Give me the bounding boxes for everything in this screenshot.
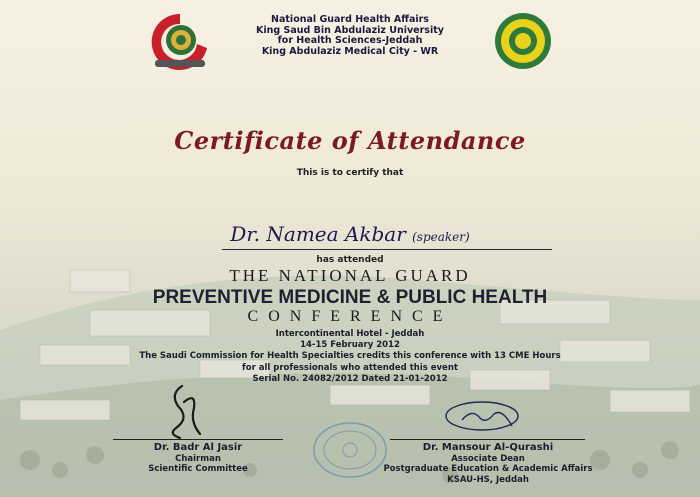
- recipient-role: (speaker): [412, 230, 470, 244]
- signatory-name: Dr. Badr Al Jasir: [153, 442, 243, 453]
- name-underline: [222, 249, 552, 250]
- signature-right-icon: [442, 398, 526, 436]
- university-logo-icon: [494, 12, 552, 70]
- conference-name: PREVENTIVE MEDICINE & PUBLIC HEALTH: [152, 287, 548, 308]
- header-line: National Guard Health Affairs: [271, 14, 429, 25]
- cme-credit-statement: The Saudi Commission for Health Specialties credits this conference with 13 CME Hours: [139, 351, 561, 362]
- header-line: King Abdulaziz Medical City - WR: [261, 45, 439, 57]
- signatory-title: Associate Dean: [451, 453, 525, 464]
- conference-details: [130, 329, 570, 385]
- attended-text: has attended: [316, 255, 384, 265]
- signatory-title: KSAU-HS, Jeddah: [447, 474, 529, 485]
- recipient-name: [200, 222, 500, 246]
- venue: Intercontinental Hotel - Jeddah: [275, 329, 425, 339]
- institution-header: [230, 15, 470, 57]
- signature-line-right: [390, 439, 585, 440]
- signatory-title: Postgraduate Education & Academic Affairs: [383, 464, 593, 474]
- signatory-chairman: [113, 443, 283, 475]
- signature-left-icon: [160, 382, 210, 440]
- signatory-associate-dean: [378, 443, 598, 485]
- signature-line-left: [113, 439, 283, 440]
- recipient-name-text: Dr. Namea Akbar: [230, 222, 406, 246]
- signatory-title: Scientific Committee: [148, 464, 248, 474]
- certify-text: This is to certify that: [296, 168, 404, 178]
- serial-number: Serial No. 24082/2012 Dated 21-01-2012: [252, 373, 448, 384]
- event-dates: 14-15 February 2012: [300, 340, 400, 351]
- header-line: King Saud Bin Abdulaziz University: [256, 24, 444, 36]
- header-line: for Health Sciences-Jeddah: [277, 35, 423, 46]
- certificate-title: Certificate of Attendance: [174, 126, 526, 155]
- attendance-statement: for all professionals who attended this event: [242, 362, 458, 373]
- national-guard-logo-icon: [145, 10, 215, 72]
- conference-type: CONFERENCE: [247, 308, 453, 325]
- conference-organizer: THE NATIONAL GUARD: [229, 266, 471, 285]
- signatory-name: Dr. Mansour Al-Qurashi: [422, 442, 554, 453]
- signatory-title: Chairman: [175, 453, 221, 464]
